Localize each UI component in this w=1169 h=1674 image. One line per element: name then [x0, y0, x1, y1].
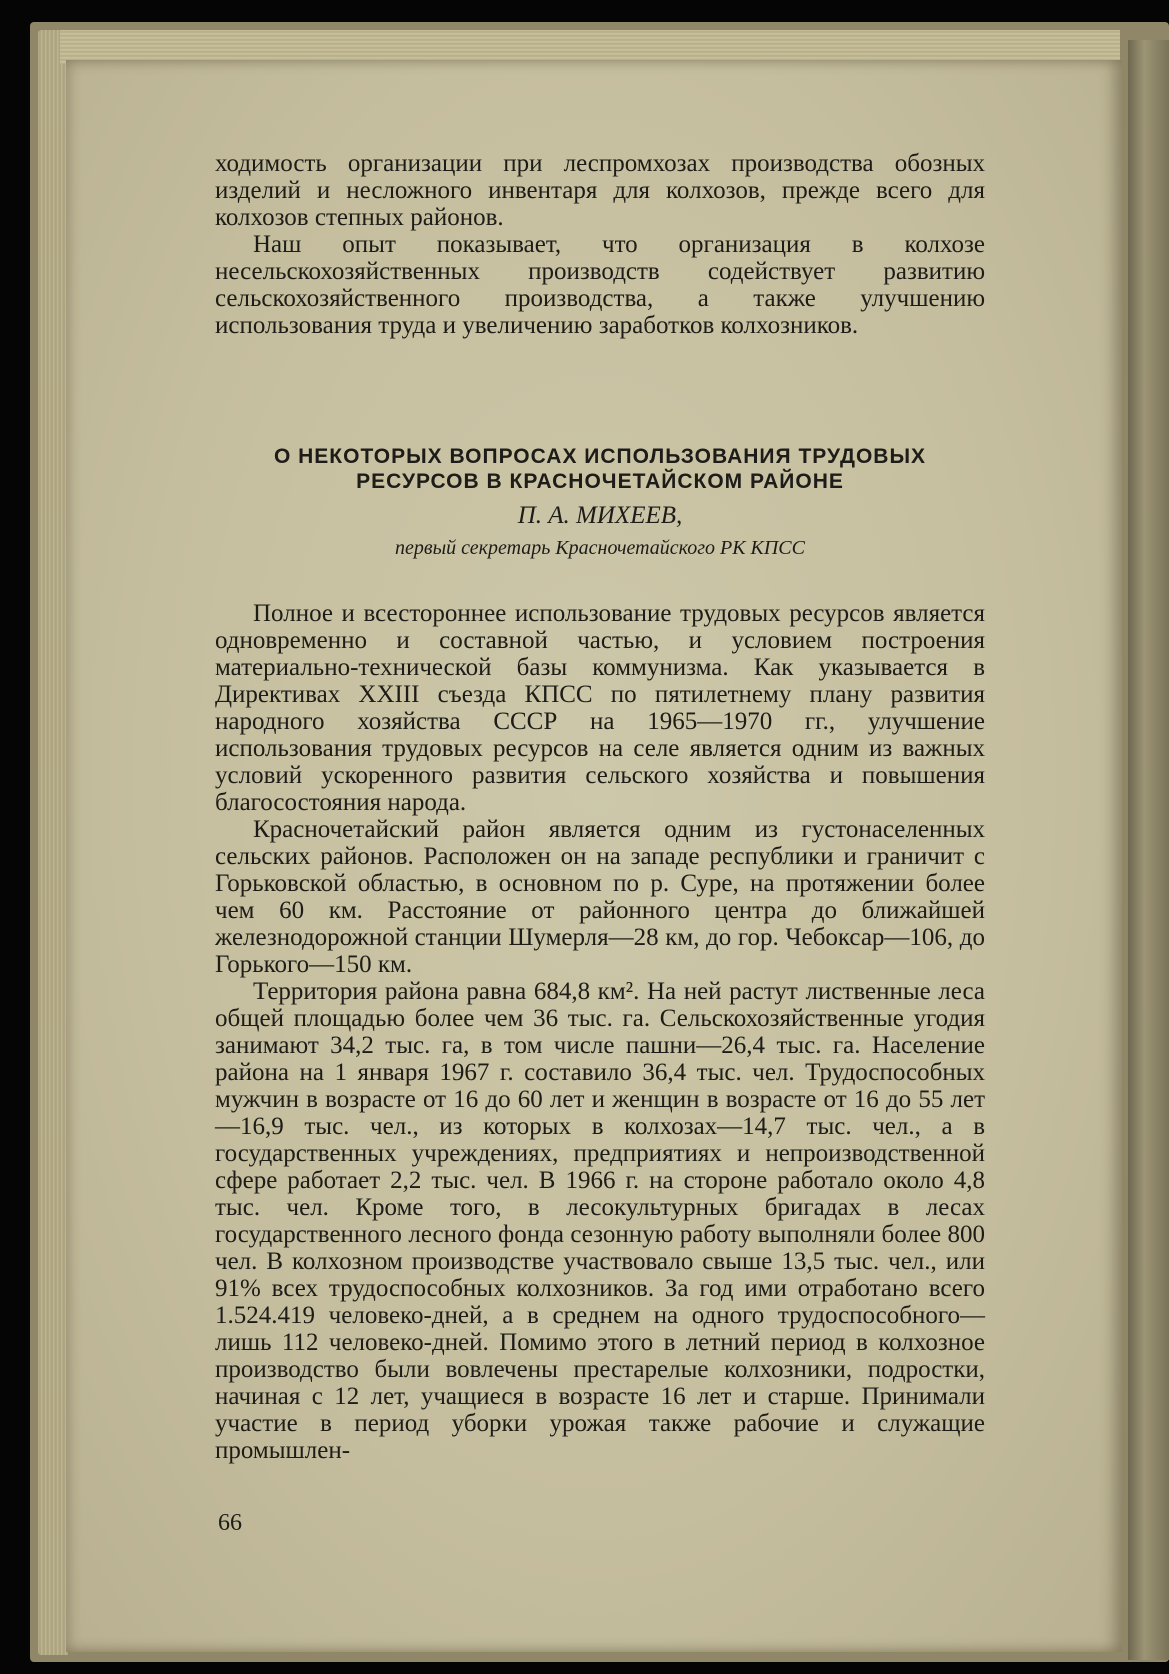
page-number: 66 [218, 1510, 242, 1536]
page-edges-left [38, 30, 68, 1655]
page-edges-top [60, 30, 1120, 64]
book-spine-right [1128, 40, 1169, 1660]
article-author: П. А. МИХЕЕВ, [517, 502, 683, 529]
paragraph: ходимость организации при леспромхозах производства обозных изделий и несложного инвентаря для колхозов, прежде всего для колхозов степных районов. [215, 150, 985, 231]
article-body [215, 600, 985, 1464]
top-text-section [215, 150, 985, 339]
article-title-line: О НЕКОТОРЫХ ВОПРОСАХ ИСПОЛЬЗОВАНИЯ ТРУДОВЫХ [273, 445, 927, 468]
paragraph: Красночетайский район является одним из густонаселенных сельских районов. Расположен он на западе республики и граничит с Горьковской областью, в основном по р. Суре, на протяжении более чем 60 км. Расстояние от районного центра до ближайшей железнодорожной станции Шумерля—28 км, до гор. Чебоксар—106, до Горького—150 км. [215, 816, 985, 978]
article-title-line: РЕСУРСОВ В КРАСНОЧЕТАЙСКОМ РАЙОНЕ [356, 470, 844, 493]
paragraph: Территория района равна 684,8 км². На ней растут лиственные леса общей площадью более чем 36 тыс. га. Сельскохозяйственные угодия занимают 34,2 тыс. га, в том числе пашни—26,4 тыс. га. Население района на 1 января 1967 г. составило 36,4 тыс. чел. Трудоспособных мужчин в возрасте от 16 до 60 лет и женщин в возрасте от 16 до 55 лет—16,9 тыс. чел., из которых в колхозах—14,7 тыс. чел., а в государственных учреждениях, предприятиях и непроизводственной сфере работает 2,2 тыс. чел. В 1966 г. на стороне работало около 4,8 тыс. чел. Кроме того, в лесокультурных бригадах в лесах государственного лесного фонда сезонную работу выполняли более 800 чел. В колхозном производстве участвовало свыше 13,5 тыс. чел., или 91% всех трудоспособных колхозников. За год ими отработано всего 1.524.419 человеко-дней, а в среднем на одного трудоспособного—лишь 112 человеко-дней. Помимо этого в летний период в колхозное производство были вовлечены престарелые колхозники, подростки, начиная с 12 лет, учащиеся в возрасте 16 лет и старше. Принимали участие в период уборки урожая также рабочие и служащие промышлен- [215, 978, 985, 1464]
article-title [215, 444, 985, 494]
article-author-role: первый секретарь Красночетайского РК КПСС [395, 537, 805, 559]
paragraph: Наш опыт показывает, что организация в колхозе несельскохозяйственных производств содействует развитию сельскохозяйственного производства, а также улучшению использования труда и увеличению заработков колхозников. [215, 231, 985, 339]
paragraph: Полное и всестороннее использование трудовых ресурсов является одновременно и составной частью, и условием построения материально-технической базы коммунизма. Как указывается в Директивах XXIII съезда КПСС по пятилетнему плану развития народного хозяйства СССР на 1965—1970 гг., улучшение использования трудовых ресурсов на селе является одним из важных условий ускоренного развития сельского хозяйства и повышения благосостояния народа. [215, 600, 985, 816]
